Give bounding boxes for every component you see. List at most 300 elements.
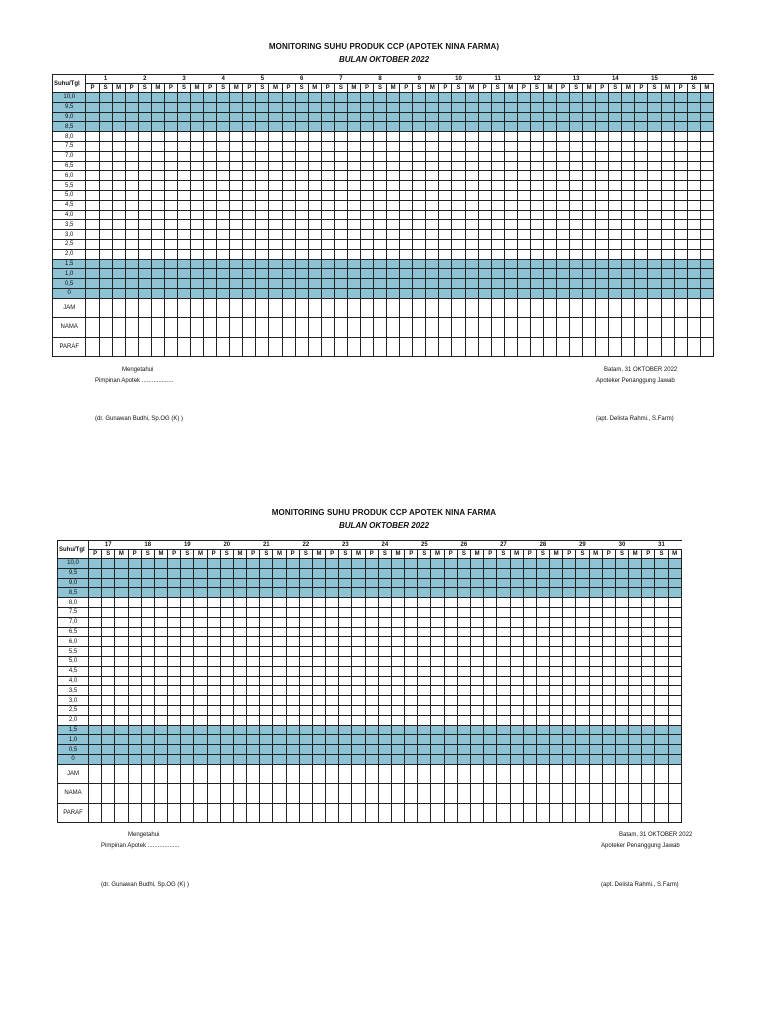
reading-cell[interactable] xyxy=(191,269,204,279)
reading-cell[interactable] xyxy=(352,754,365,764)
entry-cell[interactable] xyxy=(102,764,115,784)
reading-cell[interactable] xyxy=(168,568,181,578)
entry-cell[interactable] xyxy=(642,784,655,804)
reading-cell[interactable] xyxy=(648,220,661,230)
reading-cell[interactable] xyxy=(220,686,233,696)
reading-cell[interactable] xyxy=(700,122,713,132)
reading-cell[interactable] xyxy=(378,627,391,637)
reading-cell[interactable] xyxy=(295,200,308,210)
reading-cell[interactable] xyxy=(286,617,299,627)
reading-cell[interactable] xyxy=(352,676,365,686)
reading-cell[interactable] xyxy=(138,239,151,249)
reading-cell[interactable] xyxy=(295,171,308,181)
reading-cell[interactable] xyxy=(491,112,504,122)
reading-cell[interactable] xyxy=(256,171,269,181)
reading-cell[interactable] xyxy=(615,637,628,647)
reading-cell[interactable] xyxy=(102,559,115,569)
reading-cell[interactable] xyxy=(286,676,299,686)
reading-cell[interactable] xyxy=(622,220,635,230)
reading-cell[interactable] xyxy=(260,568,273,578)
reading-cell[interactable] xyxy=(164,220,177,230)
reading-cell[interactable] xyxy=(269,181,282,191)
reading-cell[interactable] xyxy=(413,200,426,210)
entry-cell[interactable] xyxy=(602,803,615,823)
reading-cell[interactable] xyxy=(642,617,655,627)
reading-cell[interactable] xyxy=(378,715,391,725)
entry-cell[interactable] xyxy=(444,784,457,804)
reading-cell[interactable] xyxy=(523,715,536,725)
entry-cell[interactable] xyxy=(426,298,439,318)
reading-cell[interactable] xyxy=(339,715,352,725)
entry-cell[interactable] xyxy=(491,337,504,357)
reading-cell[interactable] xyxy=(217,269,230,279)
reading-cell[interactable] xyxy=(312,637,325,647)
reading-cell[interactable] xyxy=(400,269,413,279)
reading-cell[interactable] xyxy=(269,220,282,230)
reading-cell[interactable] xyxy=(413,269,426,279)
reading-cell[interactable] xyxy=(352,666,365,676)
reading-cell[interactable] xyxy=(273,627,286,637)
reading-cell[interactable] xyxy=(576,598,589,608)
reading-cell[interactable] xyxy=(154,656,167,666)
entry-cell[interactable] xyxy=(426,337,439,357)
reading-cell[interactable] xyxy=(141,568,154,578)
reading-cell[interactable] xyxy=(629,578,642,588)
reading-cell[interactable] xyxy=(530,210,543,220)
reading-cell[interactable] xyxy=(517,93,530,103)
reading-cell[interactable] xyxy=(99,190,112,200)
reading-cell[interactable] xyxy=(465,210,478,220)
reading-cell[interactable] xyxy=(615,607,628,617)
reading-cell[interactable] xyxy=(510,745,523,755)
reading-cell[interactable] xyxy=(491,181,504,191)
reading-cell[interactable] xyxy=(629,647,642,657)
reading-cell[interactable] xyxy=(89,745,102,755)
reading-cell[interactable] xyxy=(138,190,151,200)
reading-cell[interactable] xyxy=(439,190,452,200)
reading-cell[interactable] xyxy=(629,627,642,637)
reading-cell[interactable] xyxy=(550,676,563,686)
entry-cell[interactable] xyxy=(465,337,478,357)
reading-cell[interactable] xyxy=(360,93,373,103)
reading-cell[interactable] xyxy=(635,93,648,103)
reading-cell[interactable] xyxy=(661,93,674,103)
reading-cell[interactable] xyxy=(642,559,655,569)
reading-cell[interactable] xyxy=(687,102,700,112)
reading-cell[interactable] xyxy=(181,656,194,666)
reading-cell[interactable] xyxy=(347,93,360,103)
reading-cell[interactable] xyxy=(207,676,220,686)
reading-cell[interactable] xyxy=(233,568,246,578)
reading-cell[interactable] xyxy=(510,637,523,647)
reading-cell[interactable] xyxy=(668,637,681,647)
reading-cell[interactable] xyxy=(400,161,413,171)
reading-cell[interactable] xyxy=(86,269,99,279)
reading-cell[interactable] xyxy=(426,269,439,279)
reading-cell[interactable] xyxy=(583,259,596,269)
reading-cell[interactable] xyxy=(233,578,246,588)
entry-cell[interactable] xyxy=(622,337,635,357)
reading-cell[interactable] xyxy=(86,279,99,289)
reading-cell[interactable] xyxy=(465,239,478,249)
reading-cell[interactable] xyxy=(207,705,220,715)
reading-cell[interactable] xyxy=(570,249,583,259)
reading-cell[interactable] xyxy=(570,171,583,181)
reading-cell[interactable] xyxy=(563,598,576,608)
reading-cell[interactable] xyxy=(233,754,246,764)
reading-cell[interactable] xyxy=(286,754,299,764)
reading-cell[interactable] xyxy=(687,141,700,151)
reading-cell[interactable] xyxy=(141,686,154,696)
reading-cell[interactable] xyxy=(326,607,339,617)
reading-cell[interactable] xyxy=(439,230,452,240)
reading-cell[interactable] xyxy=(596,288,609,298)
reading-cell[interactable] xyxy=(550,637,563,647)
reading-cell[interactable] xyxy=(365,578,378,588)
reading-cell[interactable] xyxy=(138,220,151,230)
reading-cell[interactable] xyxy=(655,617,668,627)
reading-cell[interactable] xyxy=(308,161,321,171)
reading-cell[interactable] xyxy=(247,598,260,608)
reading-cell[interactable] xyxy=(517,230,530,240)
reading-cell[interactable] xyxy=(295,181,308,191)
reading-cell[interactable] xyxy=(194,745,207,755)
reading-cell[interactable] xyxy=(589,735,602,745)
reading-cell[interactable] xyxy=(609,112,622,122)
reading-cell[interactable] xyxy=(391,568,404,578)
entry-cell[interactable] xyxy=(478,318,491,338)
reading-cell[interactable] xyxy=(622,122,635,132)
reading-cell[interactable] xyxy=(233,598,246,608)
reading-cell[interactable] xyxy=(576,617,589,627)
reading-cell[interactable] xyxy=(360,132,373,142)
reading-cell[interactable] xyxy=(517,181,530,191)
reading-cell[interactable] xyxy=(439,93,452,103)
reading-cell[interactable] xyxy=(168,686,181,696)
reading-cell[interactable] xyxy=(247,617,260,627)
reading-cell[interactable] xyxy=(365,588,378,598)
reading-cell[interactable] xyxy=(260,617,273,627)
reading-cell[interactable] xyxy=(387,259,400,269)
reading-cell[interactable] xyxy=(204,259,217,269)
entry-cell[interactable] xyxy=(504,337,517,357)
reading-cell[interactable] xyxy=(596,141,609,151)
reading-cell[interactable] xyxy=(543,171,556,181)
reading-cell[interactable] xyxy=(334,269,347,279)
reading-cell[interactable] xyxy=(615,735,628,745)
reading-cell[interactable] xyxy=(550,725,563,735)
reading-cell[interactable] xyxy=(700,141,713,151)
reading-cell[interactable] xyxy=(141,598,154,608)
reading-cell[interactable] xyxy=(668,745,681,755)
reading-cell[interactable] xyxy=(299,686,312,696)
reading-cell[interactable] xyxy=(431,666,444,676)
reading-cell[interactable] xyxy=(339,676,352,686)
reading-cell[interactable] xyxy=(497,745,510,755)
reading-cell[interactable] xyxy=(452,269,465,279)
reading-cell[interactable] xyxy=(164,239,177,249)
reading-cell[interactable] xyxy=(360,151,373,161)
reading-cell[interactable] xyxy=(536,568,549,578)
reading-cell[interactable] xyxy=(602,588,615,598)
reading-cell[interactable] xyxy=(168,578,181,588)
reading-cell[interactable] xyxy=(431,627,444,637)
reading-cell[interactable] xyxy=(233,696,246,706)
reading-cell[interactable] xyxy=(102,676,115,686)
reading-cell[interactable] xyxy=(374,200,387,210)
reading-cell[interactable] xyxy=(334,102,347,112)
reading-cell[interactable] xyxy=(220,696,233,706)
reading-cell[interactable] xyxy=(465,269,478,279)
reading-cell[interactable] xyxy=(687,151,700,161)
reading-cell[interactable] xyxy=(391,559,404,569)
entry-cell[interactable] xyxy=(295,337,308,357)
reading-cell[interactable] xyxy=(334,279,347,289)
entry-cell[interactable] xyxy=(112,337,125,357)
reading-cell[interactable] xyxy=(557,279,570,289)
reading-cell[interactable] xyxy=(589,647,602,657)
reading-cell[interactable] xyxy=(391,578,404,588)
reading-cell[interactable] xyxy=(321,93,334,103)
reading-cell[interactable] xyxy=(431,598,444,608)
reading-cell[interactable] xyxy=(99,181,112,191)
reading-cell[interactable] xyxy=(387,122,400,132)
reading-cell[interactable] xyxy=(648,279,661,289)
entry-cell[interactable] xyxy=(89,764,102,784)
reading-cell[interactable] xyxy=(589,696,602,706)
reading-cell[interactable] xyxy=(497,676,510,686)
reading-cell[interactable] xyxy=(154,607,167,617)
entry-cell[interactable] xyxy=(360,318,373,338)
reading-cell[interactable] xyxy=(648,102,661,112)
reading-cell[interactable] xyxy=(365,607,378,617)
reading-cell[interactable] xyxy=(99,288,112,298)
reading-cell[interactable] xyxy=(86,93,99,103)
reading-cell[interactable] xyxy=(504,171,517,181)
reading-cell[interactable] xyxy=(256,190,269,200)
reading-cell[interactable] xyxy=(470,559,483,569)
entry-cell[interactable] xyxy=(405,803,418,823)
reading-cell[interactable] xyxy=(295,220,308,230)
reading-cell[interactable] xyxy=(269,288,282,298)
reading-cell[interactable] xyxy=(115,725,128,735)
reading-cell[interactable] xyxy=(452,122,465,132)
reading-cell[interactable] xyxy=(609,259,622,269)
reading-cell[interactable] xyxy=(405,627,418,637)
reading-cell[interactable] xyxy=(426,122,439,132)
reading-cell[interactable] xyxy=(233,647,246,657)
reading-cell[interactable] xyxy=(154,735,167,745)
reading-cell[interactable] xyxy=(391,676,404,686)
reading-cell[interactable] xyxy=(269,93,282,103)
reading-cell[interactable] xyxy=(233,666,246,676)
reading-cell[interactable] xyxy=(596,112,609,122)
reading-cell[interactable] xyxy=(517,288,530,298)
reading-cell[interactable] xyxy=(550,735,563,745)
reading-cell[interactable] xyxy=(563,607,576,617)
reading-cell[interactable] xyxy=(530,181,543,191)
reading-cell[interactable] xyxy=(269,230,282,240)
reading-cell[interactable] xyxy=(465,181,478,191)
reading-cell[interactable] xyxy=(550,647,563,657)
reading-cell[interactable] xyxy=(452,190,465,200)
reading-cell[interactable] xyxy=(326,656,339,666)
reading-cell[interactable] xyxy=(609,102,622,112)
reading-cell[interactable] xyxy=(128,686,141,696)
reading-cell[interactable] xyxy=(491,200,504,210)
reading-cell[interactable] xyxy=(347,161,360,171)
reading-cell[interactable] xyxy=(655,637,668,647)
reading-cell[interactable] xyxy=(400,249,413,259)
reading-cell[interactable] xyxy=(629,607,642,617)
reading-cell[interactable] xyxy=(151,230,164,240)
entry-cell[interactable] xyxy=(536,803,549,823)
reading-cell[interactable] xyxy=(439,151,452,161)
reading-cell[interactable] xyxy=(352,656,365,666)
reading-cell[interactable] xyxy=(286,686,299,696)
reading-cell[interactable] xyxy=(243,230,256,240)
reading-cell[interactable] xyxy=(308,220,321,230)
reading-cell[interactable] xyxy=(452,93,465,103)
reading-cell[interactable] xyxy=(497,617,510,627)
reading-cell[interactable] xyxy=(543,112,556,122)
reading-cell[interactable] xyxy=(635,220,648,230)
reading-cell[interactable] xyxy=(400,112,413,122)
reading-cell[interactable] xyxy=(405,754,418,764)
reading-cell[interactable] xyxy=(164,151,177,161)
entry-cell[interactable] xyxy=(596,318,609,338)
reading-cell[interactable] xyxy=(655,745,668,755)
reading-cell[interactable] xyxy=(295,132,308,142)
entry-cell[interactable] xyxy=(615,784,628,804)
reading-cell[interactable] xyxy=(360,190,373,200)
reading-cell[interactable] xyxy=(517,141,530,151)
reading-cell[interactable] xyxy=(510,696,523,706)
reading-cell[interactable] xyxy=(217,200,230,210)
reading-cell[interactable] xyxy=(99,93,112,103)
entry-cell[interactable] xyxy=(378,803,391,823)
reading-cell[interactable] xyxy=(536,578,549,588)
entry-cell[interactable] xyxy=(269,318,282,338)
reading-cell[interactable] xyxy=(426,210,439,220)
reading-cell[interactable] xyxy=(321,269,334,279)
reading-cell[interactable] xyxy=(387,190,400,200)
reading-cell[interactable] xyxy=(413,171,426,181)
reading-cell[interactable] xyxy=(102,735,115,745)
reading-cell[interactable] xyxy=(89,578,102,588)
reading-cell[interactable] xyxy=(141,559,154,569)
reading-cell[interactable] xyxy=(191,279,204,289)
reading-cell[interactable] xyxy=(247,735,260,745)
reading-cell[interactable] xyxy=(615,725,628,735)
entry-cell[interactable] xyxy=(478,337,491,357)
reading-cell[interactable] xyxy=(243,200,256,210)
reading-cell[interactable] xyxy=(530,122,543,132)
reading-cell[interactable] xyxy=(622,93,635,103)
reading-cell[interactable] xyxy=(321,239,334,249)
reading-cell[interactable] xyxy=(674,112,687,122)
reading-cell[interactable] xyxy=(405,647,418,657)
reading-cell[interactable] xyxy=(400,220,413,230)
reading-cell[interactable] xyxy=(141,705,154,715)
entry-cell[interactable] xyxy=(374,337,387,357)
reading-cell[interactable] xyxy=(374,122,387,132)
reading-cell[interactable] xyxy=(457,637,470,647)
reading-cell[interactable] xyxy=(589,607,602,617)
reading-cell[interactable] xyxy=(347,220,360,230)
reading-cell[interactable] xyxy=(596,102,609,112)
reading-cell[interactable] xyxy=(668,627,681,637)
reading-cell[interactable] xyxy=(308,122,321,132)
reading-cell[interactable] xyxy=(642,696,655,706)
reading-cell[interactable] xyxy=(125,112,138,122)
reading-cell[interactable] xyxy=(194,676,207,686)
reading-cell[interactable] xyxy=(102,686,115,696)
reading-cell[interactable] xyxy=(583,141,596,151)
entry-cell[interactable] xyxy=(609,298,622,318)
reading-cell[interactable] xyxy=(391,725,404,735)
entry-cell[interactable] xyxy=(138,318,151,338)
reading-cell[interactable] xyxy=(484,715,497,725)
reading-cell[interactable] xyxy=(273,647,286,657)
entry-cell[interactable] xyxy=(530,318,543,338)
reading-cell[interactable] xyxy=(439,239,452,249)
reading-cell[interactable] xyxy=(138,210,151,220)
reading-cell[interactable] xyxy=(413,249,426,259)
reading-cell[interactable] xyxy=(491,220,504,230)
reading-cell[interactable] xyxy=(615,686,628,696)
reading-cell[interactable] xyxy=(191,171,204,181)
reading-cell[interactable] xyxy=(444,647,457,657)
reading-cell[interactable] xyxy=(326,568,339,578)
reading-cell[interactable] xyxy=(635,230,648,240)
reading-cell[interactable] xyxy=(596,181,609,191)
reading-cell[interactable] xyxy=(642,676,655,686)
reading-cell[interactable] xyxy=(217,122,230,132)
reading-cell[interactable] xyxy=(570,210,583,220)
reading-cell[interactable] xyxy=(217,181,230,191)
reading-cell[interactable] xyxy=(326,588,339,598)
entry-cell[interactable] xyxy=(576,784,589,804)
reading-cell[interactable] xyxy=(217,220,230,230)
reading-cell[interactable] xyxy=(648,141,661,151)
reading-cell[interactable] xyxy=(207,559,220,569)
reading-cell[interactable] xyxy=(452,132,465,142)
reading-cell[interactable] xyxy=(557,161,570,171)
reading-cell[interactable] xyxy=(700,259,713,269)
reading-cell[interactable] xyxy=(360,200,373,210)
reading-cell[interactable] xyxy=(352,735,365,745)
reading-cell[interactable] xyxy=(151,259,164,269)
reading-cell[interactable] xyxy=(207,754,220,764)
reading-cell[interactable] xyxy=(102,647,115,657)
reading-cell[interactable] xyxy=(661,151,674,161)
reading-cell[interactable] xyxy=(326,578,339,588)
reading-cell[interactable] xyxy=(247,607,260,617)
reading-cell[interactable] xyxy=(504,141,517,151)
reading-cell[interactable] xyxy=(596,132,609,142)
reading-cell[interactable] xyxy=(102,666,115,676)
entry-cell[interactable] xyxy=(365,803,378,823)
reading-cell[interactable] xyxy=(602,559,615,569)
reading-cell[interactable] xyxy=(557,200,570,210)
entry-cell[interactable] xyxy=(583,298,596,318)
reading-cell[interactable] xyxy=(563,725,576,735)
reading-cell[interactable] xyxy=(602,735,615,745)
reading-cell[interactable] xyxy=(282,230,295,240)
reading-cell[interactable] xyxy=(687,112,700,122)
reading-cell[interactable] xyxy=(655,559,668,569)
